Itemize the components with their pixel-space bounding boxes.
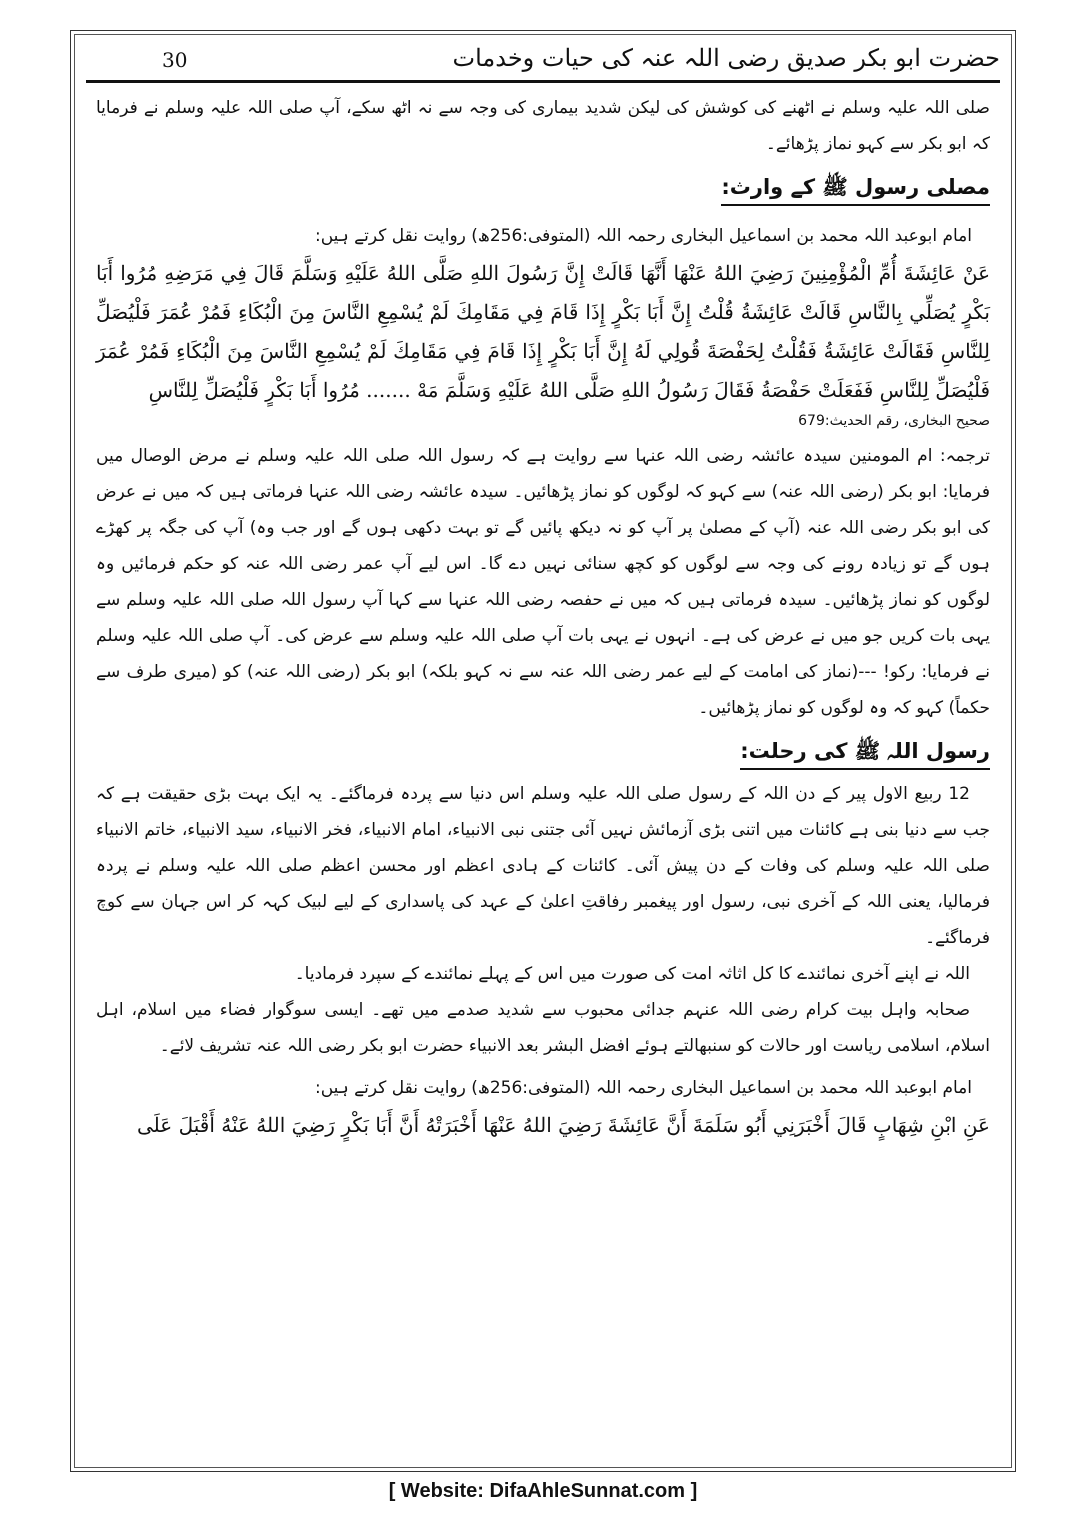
- page-content: [96, 90, 990, 1145]
- translation-paragraph: ترجمہ: ام المومنین سیدہ عائشہ رضی اللہ عنہا سے روایت ہے کہ رسول اللہ صلی اللہ علیہ وسلم نے مرض الوصال میں فرمایا: ابو بکر (رضی اللہ عنہ) سے کہو کہ لوگوں کو نماز پڑھائیں۔ سیدہ عائشہ رضی اللہ عنہا فرماتی ہیں کہ میں نے عرض کی ابو بکر رضی اللہ عنہ (آپ کے مصلیٰ پر آپ کو نہ دیکھ پائیں گے تو بہت دکھی ہوں گے اور جب وہ) آپ کی جگہ پر کھڑے ہوں گے تو زیادہ رونے کی وجہ سے لوگوں کو کچھ سنائی نہیں دے گا۔ اس لیے آپ عمر رضی اللہ عنہ کو حکم فرمائیں وہ لوگوں کو نماز پڑھائیں۔ سیدہ فرماتی ہیں کہ میں نے حفصہ رضی اللہ عنہا سے کہا آپ رسول اللہ صلی اللہ علیہ وسلم سے یہی بات کریں جو میں نے عرض کی ہے۔ انہوں نے یہی بات آپ صلی اللہ علیہ وسلم سے عرض کی۔ آپ صلی اللہ علیہ وسلم نے فرمایا: رکو! ---(نماز کی امامت کے لیے عمر رضی اللہ عنہ سے نہ کہو بلکہ) ابو بکر (رضی اللہ عنہ) کو (میری طرف سے حکماً) کہو کہ وہ لوگوں کو نماز پڑھائیں۔: [96, 446, 990, 718]
- page-number: 30: [162, 48, 188, 72]
- section-heading-demise: رسول اللہ ﷺ کی رحلت:: [740, 734, 990, 770]
- narration-intro-2: امام ابوعبد اللہ محمد بن اسماعیل البخاری رحمہ اللہ (المتوفی:256ھ) روایت نقل کرتے ہیں:: [314, 1078, 972, 1098]
- section-heading-successor: مصلی رسول ﷺ کے وارث:: [721, 170, 990, 206]
- arabic-hadith-1: عَنْ عَائِشَةَ أُمِّ الْمُؤْمِنِينَ رَضِيَ اللهُ عَنْهَا أَنَّهَا قَالَتْ إِنَّ رَسُولَ اللهِ صَلَّى اللهُ عَلَيْهِ وَسَلَّمَ قَالَ فِي مَرَضِهِ مُرُوا أَبَا بَكْرٍ يُصَلِّي بِالنَّاسِ قَالَتْ عَائِشَةُ قُلْتُ إِنَّ أَبَا بَكْرٍ إِذَا قَامَ فِي مَقَامِكَ لَمْ يُسْمِعِ النَّاسَ مِنَ الْبُكَاءِ فَمُرْ عُمَرَ فَلْيُصَلِّ لِلنَّاسِ فَقَالَتْ عَائِشَةُ فَقُلْتُ لِحَفْصَةَ قُولِي لَهُ إِنَّ أَبَا بَكْرٍ إِذَا قَامَ فِي مَقَامِكَ لَمْ يُسْمِعِ النَّاسَ مِنَ الْبُكَاءِ فَمُرْ عُمَرَ فَلْيُصَلِّ لِلنَّاسِ فَفَعَلَتْ حَفْصَةُ فَقَالَ رَسُولُ اللهِ صَلَّى اللهُ عَلَيْهِ وَسَلَّمَ مَهْ ....... مُرُوا أَبَا بَكْرٍ فَلْيُصَلِّ لِلنَّاسِ: [96, 261, 991, 402]
- paragraph-trust: اللہ نے اپنے آخری نمائندے کا کل اثاثہ امت کی صورت میں اس کے پہلے نمائندے کے سپرد فرمادیا۔: [294, 964, 970, 984]
- website-footer: [ Website: DifaAhleSunnat.com ]: [388, 1480, 698, 1502]
- paragraph-intro: صلی اللہ علیہ وسلم نے اٹھنے کی کوشش کی لیکن شدید بیماری کی وجہ سے نہ اٹھ سکے، آپ صلی اللہ علیہ وسلم نے فرمایا کہ ابو بکر سے کہو نماز پڑھائے۔: [96, 98, 990, 154]
- paragraph-companions: صحابہ واہل بیت کرام رضی اللہ عنہم جدائی محبوب سے شدید صدمے میں تھے۔ ایسی سوگوار فضاء میں اسلام، اہل اسلام، اسلامی ریاست اور حالات کو سنبھالتے ہوئے افضل البشر بعد الانبیاء حضرت ابو بکر رضی اللہ عنہ تشریف لائے۔: [96, 1000, 990, 1056]
- narration-intro-1: امام ابوعبد اللہ محمد بن اسماعیل البخاری رحمہ اللہ (المتوفی:256ھ) روایت نقل کرتے ہیں:: [314, 226, 972, 246]
- header-rule: [86, 80, 1000, 83]
- hadith-reference: صحیح البخاری، رقم الحدیث:679: [798, 413, 990, 429]
- arabic-hadith-2: عَنِ ابْنِ شِهَابٍ قَالَ أَخْبَرَنِي أَبُو سَلَمَةَ أَنَّ عَائِشَةَ رَضِيَ اللهُ عَنْهَا أَخْبَرَتْهُ أَنَّ أَبَا بَكْرٍ رَضِيَ اللهُ عَنْهُ أَقْبَلَ عَلَى: [137, 1113, 990, 1137]
- paragraph-demise: 12 ربیع الاول پیر کے دن اللہ کے رسول صلی اللہ علیہ وسلم اس دنیا سے پردہ فرماگئے۔ یہ ایک بہت بڑی حقیقت ہے کہ جب سے دنیا بنی ہے کائنات میں اتنی بڑی آزمائش نہیں آئی جتنی نبی الانبیاء، امام الانبیاء، فخر الانبیاء، سید الانبیاء، خاتم الانبیاء صلی اللہ علیہ وسلم کی وفات کے دن پیش آئی۔ کائنات کے ہادی اعظم اور محسن اعظم صلی اللہ علیہ وسلم نے پردہ فرمالیا، یعنی اللہ کے آخری نبی، رسول اور پیغمبر رفاقتِ اعلیٰ کے عہد کی پاسداری کے لیے لبیک کہہ کر اس جہان سے کوچ فرماگئے۔: [96, 784, 990, 948]
- running-title: حضرت ابو بکر صدیق رضی اللہ عنہ کی حیات وخدمات: [452, 44, 1000, 72]
- page-header: [86, 42, 1000, 82]
